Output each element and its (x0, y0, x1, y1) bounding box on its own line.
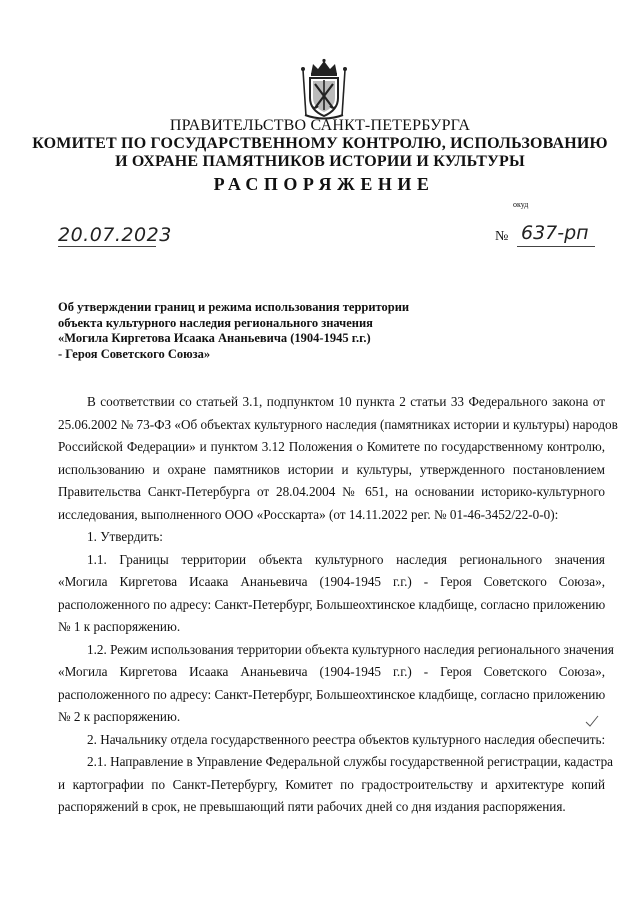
date-underline (58, 246, 156, 247)
body-line: 1.2. Режим использования территории объекта культурного наследия регионального значения (87, 641, 614, 657)
subject-line: объекта культурного наследия регионального значения (58, 315, 373, 330)
body-line: распоряжений в срок, не превышающий пяти рабочих дней со дня издания распоряжения. (58, 799, 566, 814)
document-subject (58, 300, 458, 362)
subject-line: - Героя Советского Союза» (58, 346, 211, 361)
body-line: 2. Начальнику отдела государственного реестра объектов культурного наследия обеспечить: (87, 731, 606, 747)
body-line: использованию и охране памятников истории и культуры, утвержденного постановлением (58, 461, 605, 477)
body-line: 2.1. Направление в Управление Федеральной службы государственной регистрации, кадастра (87, 754, 614, 769)
subject-line: «Могила Киргетова Исаака Ананьевича (1904-1945 г.г.) (58, 331, 371, 345)
body-line: Правительства Санкт-Петербурга от 28.04.2004 № 651, на основании историко-культурного (58, 484, 605, 499)
body-line: исследования, выполненного ООО «Росскарта» (от 14.11.2022 рег. № 01-46-3452/22-0-0): (58, 506, 559, 522)
body-line: В соответствии со статьей 3.1, подпунктом 10 пункта 2 статьи 33 Федерального закона от (87, 394, 605, 409)
body-line: и картографии по Санкт-Петербургу, Комитет по градостроительству и архитектуре копий (58, 776, 605, 792)
government-name: ПРАВИТЕЛЬСТВО САНКТ-ПЕТЕРБУРГА (169, 117, 471, 134)
committee-name-line-2: И ОХРАНЕ ПАМЯТНИКОВ ИСТОРИИ И КУЛЬТУРЫ (115, 153, 525, 170)
document-number: 637-рп (521, 222, 589, 244)
document-body (58, 391, 618, 819)
body-line: 1. Утвердить: (87, 529, 163, 544)
number-underline (517, 246, 595, 247)
body-line: № 2 к распоряжению. (58, 709, 181, 724)
body-line: 25.06.2002 № 73-ФЗ «Об объектах культурного наследия (памятниках истории и культуры) народов (58, 416, 618, 432)
committee-name-line-1: КОМИТЕТ ПО ГОСУДАРСТВЕННОМУ КОНТРОЛЮ, ИСПОЛЬЗОВАНИЮ (32, 135, 608, 152)
margin-check-mark-icon (584, 713, 600, 729)
body-line: расположенного по адресу: Санкт-Петербург, Большеохтинское кладбище, согласно приложению (58, 686, 606, 702)
body-line: 1.1. Границы территории объекта культурного наследия регионального значения (87, 551, 605, 567)
body-line: № 1 к распоряжению. (58, 619, 181, 634)
body-line: расположенного по адресу: Санкт-Петербург, Большеохтинское кладбище, согласно приложению (58, 596, 606, 612)
st-petersburg-coat-of-arms-icon (297, 58, 351, 122)
okud-label: окуд (513, 200, 529, 209)
body-line: «Могила Киргетова Исаака Ананьевича (1904-1945 г.г.) - Героя Советского Союза», (58, 664, 605, 679)
number-label: № (495, 229, 509, 244)
body-line: «Могила Киргетова Исаака Ананьевича (1904-1945 г.г.) - Героя Советского Союза», (58, 574, 605, 589)
body-line: Российской Федерации» и пунктом 3.12 Положения о Комитете по государственному контролю, (58, 439, 605, 454)
document-type-title: РАСПОРЯЖЕНИЕ (213, 174, 435, 194)
document-date: 20.07.2023 (58, 224, 172, 246)
subject-line: Об утверждении границ и режима использования территории (58, 300, 410, 314)
